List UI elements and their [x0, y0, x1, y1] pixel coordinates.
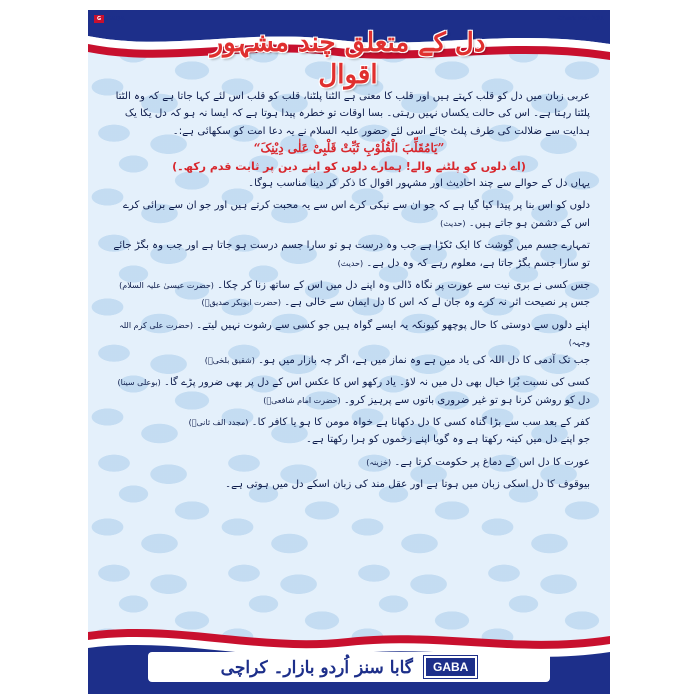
saying-reference: (حضرت ابوبکر صدیقؓ): [201, 298, 281, 308]
arabic-dua: ”یَامُقَلِّبَ الْقُلُوْبِ ثَبِّتْ قَلْبِیْ عَلٰی دِیْنِکَ“: [253, 141, 445, 156]
saying-reference: (حضرت امام شافعیؒ): [263, 395, 341, 405]
saying-item: تمہارے جسم میں گوشت کا ایک ٹکڑا ہے جب وہ درست ہو تو سارا جسم درست ہو جاتا ہے اور جب وہ بگڑ جائے تو سارا جسم بگڑ جاتا ہے، معلوم رہے کہ وہ دل ہے۔ (حدیث): [113, 240, 590, 269]
saying-reference: (حضرت علی کرم اللہ وجہہ): [119, 320, 590, 348]
saying-reference: (حدیث): [440, 218, 466, 228]
publisher-name: گابا سنز اُردو بازار۔ کراچی: [220, 657, 413, 678]
saying-item: کسی کی نسبت بُرا خیال بھی دل میں نہ لاؤ۔ یاد رکھو اس کا عکس اس کے دل پر بھی ضرور پڑے گا۔ (بوعلی سینا): [117, 377, 590, 389]
saying-reference: (خزینہ): [366, 457, 392, 467]
main-content: [108, 88, 590, 494]
publisher-mark-top: G GABA: [94, 15, 125, 23]
saying-reference: (بوعلی سینا): [117, 378, 161, 388]
saying-item: دلوں کو اس بنا پر پیدا کیا گیا ہے کہ جو ان سے نیکی کرے اس سے یہ محبت کرتے ہیں اور جو ان سے برائی کرے اس کے دشمن ہو جاتے ہیں۔ (حدیث): [122, 200, 590, 229]
saying-item: جس پر نصیحت اثر نہ کرے وہ جان لے کہ اس کا دل ایمان سے خالی ہے۔ (حضرت ابوبکر صدیقؓ): [201, 297, 590, 309]
saying-item: جو اپنے دل میں کینہ رکھتا ہے وہ گویا اپنے زخموں کو ہرا رکھتا ہے۔: [306, 434, 590, 446]
chart-number: Chart No. 101: [557, 15, 604, 22]
gaba-logo: GABA: [424, 656, 477, 678]
saying-item: کفر کے بعد سب سے بڑا گناہ کسی کا دل دکھانا ہے خواہ مومن کا ہو یا کافر کا۔ (مجدد الف ثانیؒ): [188, 416, 590, 428]
footer-publisher: [88, 656, 610, 678]
saying-item: اپنے دلوں سے دوستی کا حال پوچھو کیونکہ یہ ایسے گواہ ہیں جو کسی سے رشوت نہیں لیتے۔ (حضرت علی کرم اللہ وجہہ): [119, 319, 590, 348]
publisher-logo-icon: G: [94, 15, 104, 23]
page-title: دل کے متعلق چند مشہور اقوال: [210, 28, 486, 90]
saying-item: بیوقوف کا دل اسکی زبان میں ہوتا ہے اور عقل مند کی زبان اسکے دل میں ہوتی ہے۔: [225, 479, 590, 491]
saying-reference: (مجدد الف ثانیؒ): [188, 417, 249, 427]
intro-paragraph-2: یہاں دل کے حوالے سے چند احادیث اور مشہور اقوال کا ذکر کر دینا مناسب ہوگا۔: [248, 178, 590, 190]
saying-item: جب تک آدمی کا دل اللہ کی یاد میں ہے وہ نماز میں ہے، اگر چہ بازار میں ہو۔ (شقیق بلخیؒ): [204, 354, 590, 366]
saying-item: عورت کا دل اس کے دماغ پر حکومت کرتا ہے۔ (خزینہ): [366, 456, 590, 468]
intro-paragraph: عربی زبان میں دل کو قلب کہتے ہیں اور قلب کا معنی ہے الٹنا پلٹنا، قلب کو قلب اس لئے کہا جاتا ہے کہ وہ الٹتا پلٹتا رہتا ہے۔ اس کی حالت یکساں نہیں رہتی۔ بسا اوقات تو خطرہ پیدا ہوتا ہے کہ ایسا نہ ہو کہ دل یکا یک ہدایت سے ضلالت کی طرف پلٹ جائے اسی لئے حضور علیہ السلام نے یہ دعا امت کو سکھائی ہے:۔: [115, 91, 590, 137]
saying-item: دل کو روشن کرنا ہو تو غیر ضروری باتوں سے پرہیز کرو۔ (حضرت امام شافعیؒ): [263, 394, 590, 406]
poster-chart: [88, 10, 610, 694]
saying-reference: (حدیث): [337, 258, 364, 268]
saying-reference: (شقیق بلخیؒ): [204, 355, 255, 365]
saying-item: جس کسی نے بری نیت سے عورت پر نگاہ ڈالی وہ اپنے دل میں اس کے ساتھ زنا کر چکا۔ (حضرت عیسیٰ علیہ السلام): [119, 280, 590, 292]
saying-reference: (حضرت عیسیٰ علیہ السلام): [119, 281, 214, 291]
dua-translation: (اے دلوں کو پلٹنے والے! ہمارے دلوں کو اپنے دین پر ثابت قدم رکھ۔): [172, 159, 526, 173]
